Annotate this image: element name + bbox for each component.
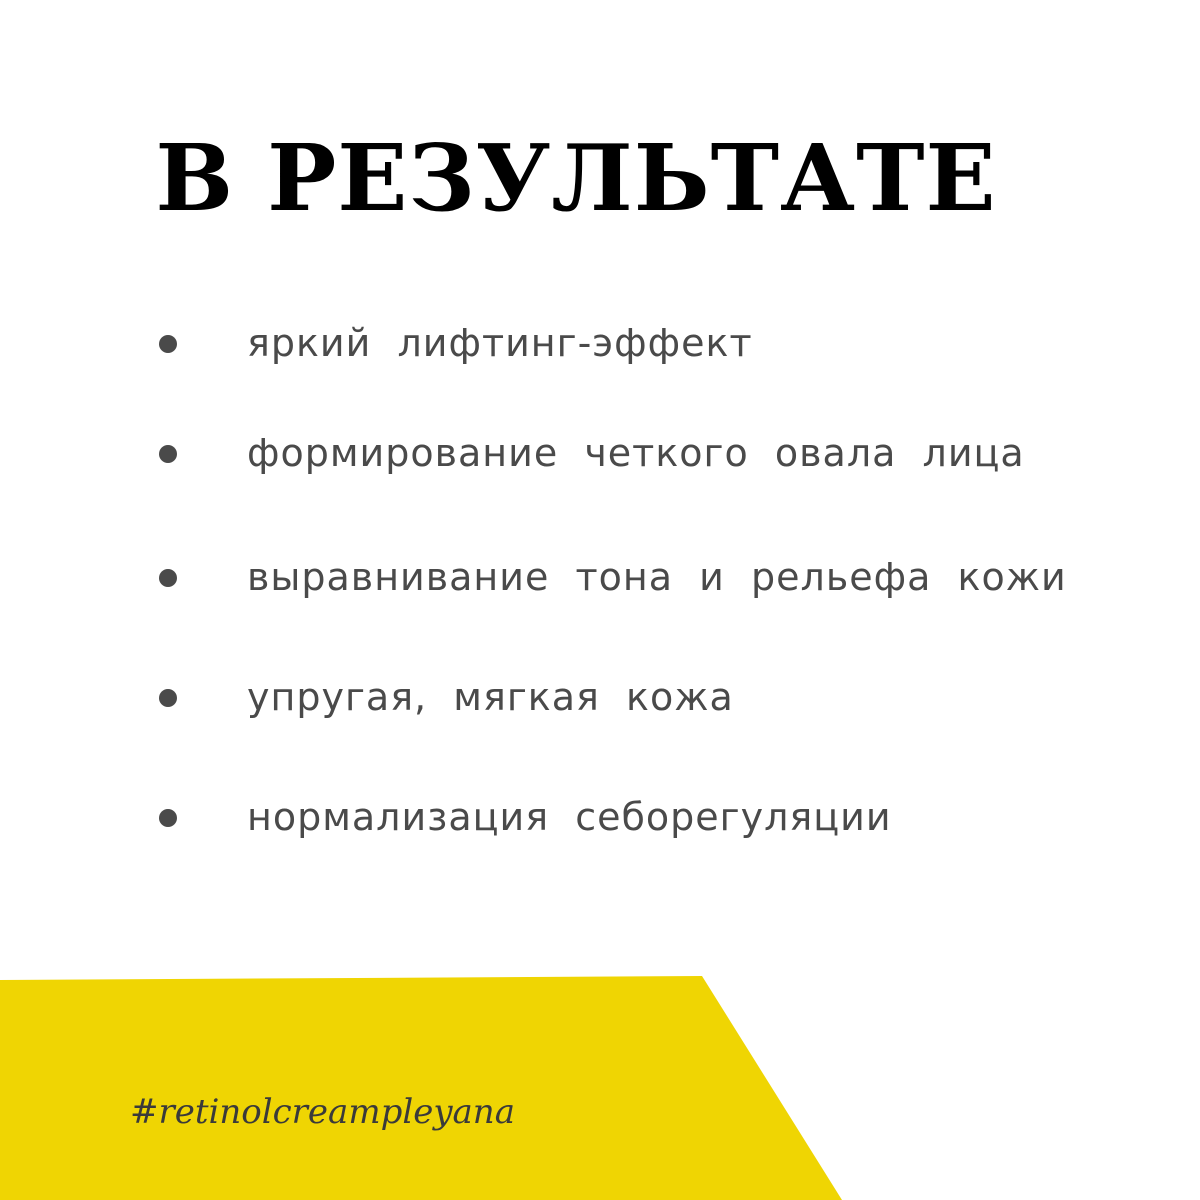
list-item: [0, 547, 1200, 607]
hashtag-label: #retinolcreampleyana: [130, 1092, 515, 1132]
list-item-text: формирование четкого овала лица: [247, 431, 1025, 475]
bullet-icon: [159, 689, 177, 707]
list-item-text: выравнивание тона и рельефа кожи: [247, 555, 1067, 599]
page-title: В РЕЗУЛЬТАТЕ: [155, 124, 997, 232]
list-item: [0, 667, 1200, 727]
list-item: [0, 313, 1200, 373]
list-item-text: нормализация себорегуляции: [247, 795, 892, 839]
list-item-text: яркий лифтинг-эффект: [247, 321, 753, 365]
bullet-icon: [159, 445, 177, 463]
bullet-icon: [159, 809, 177, 827]
bullet-icon: [159, 335, 177, 353]
list-item-text: упругая, мягкая кожа: [247, 675, 734, 719]
list-item: [0, 787, 1200, 847]
bullet-icon: [159, 569, 177, 587]
list-item: [0, 423, 1200, 483]
